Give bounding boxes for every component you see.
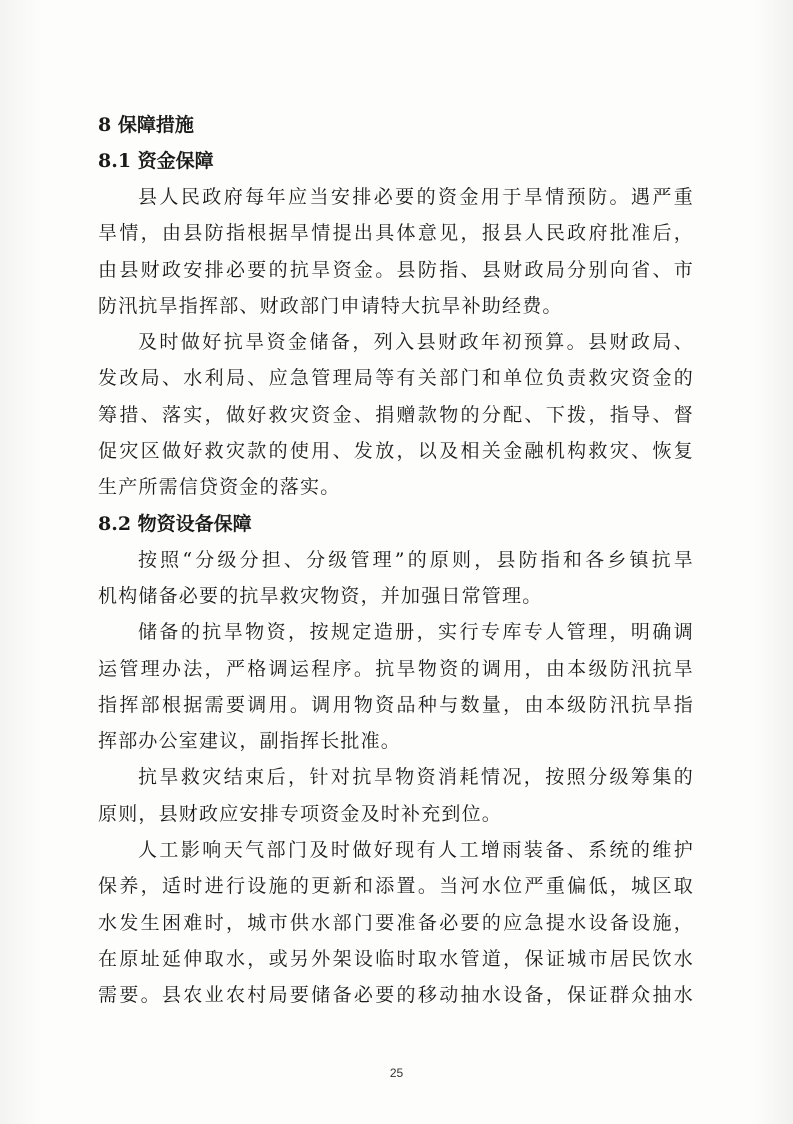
paragraph-line: 促灾区做好救灾款的使用、发放，以及相关金融机构救灾、恢复 <box>98 440 694 463</box>
paragraph-line: 县人民政府每年应当安排必要的资金用于旱情预防。遇严重 <box>138 186 694 208</box>
document-body <box>98 107 694 1014</box>
subsection-body-funds <box>98 179 694 506</box>
paragraph-line: 机构储备必要的抗旱救灾物资，并加强日常管理。 <box>98 584 543 607</box>
subsection-body-materials <box>98 542 694 1014</box>
subsection-heading-funds: 8.1 资金保障 <box>98 150 214 172</box>
paragraph-line: 需要。县农业农村局要储备必要的移动抽水设备，保证群众抽水 <box>98 984 694 1007</box>
paragraph-line: 生产所需信贷资金的落实。 <box>98 476 341 499</box>
paragraph-line: 原则，县财政应安排专项资金及时补充到位。 <box>98 802 503 825</box>
paragraph-line: 筹措、落实，做好救灾资金、捐赠款物的分配、下拨，指导、督 <box>98 403 694 426</box>
paragraph-line: 保养，适时进行设施的更新和添置。当河水位严重偏低，城区取 <box>98 875 694 898</box>
paragraph-line: 水发生困难时，城市供水部门要准备必要的应急提水设备设施， <box>98 911 694 934</box>
paragraph-line: 人工影响天气部门及时做好现有人工增雨装备、系统的维护 <box>138 839 694 862</box>
paragraph-line: 挥部办公室建议，副指挥长批准。 <box>98 730 402 753</box>
paragraph-line: 旱情，由县防指根据旱情提出具体意见，报县人民政府批准后， <box>98 222 694 245</box>
section-heading: 8 保障措施 <box>98 114 194 136</box>
paragraph-line: 运管理办法，严格调运程序。抗旱物资的调用，由本级防汛抗旱 <box>98 657 694 680</box>
paragraph-line: 指挥部根据需要调用。调用物资品种与数量，由本级防汛抗旱指 <box>98 693 694 716</box>
paragraph-line: 在原址延伸取水，或另外架设临时取水管道，保证城市居民饮水 <box>98 947 694 970</box>
paragraph-line: 发改局、水利局、应急管理局等有关部门和单位负责救灾资金的 <box>98 367 694 390</box>
paragraph-line: 按照“分级分担、分级管理”的原则，县防指和各乡镇抗旱 <box>138 548 694 571</box>
paragraph-line: 防汛抗旱指挥部、财政部门申请特大抗旱补助经费。 <box>98 294 563 317</box>
paragraph-line: 抗旱救灾结束后，针对抗旱物资消耗情况，按照分级筹集的 <box>138 766 694 789</box>
paragraph-line: 及时做好抗旱资金储备，列入县财政年初预算。县财政局、 <box>138 331 694 354</box>
paragraph-line: 由县财政安排必要的抗旱资金。县防指、县财政局分别向省、市 <box>98 258 694 281</box>
page-number: 25 <box>389 1066 404 1080</box>
paragraph-line: 储备的抗旱物资，按规定造册，实行专库专人管理，明确调 <box>138 621 694 644</box>
subsection-heading-materials: 8.2 物资设备保障 <box>98 512 252 535</box>
